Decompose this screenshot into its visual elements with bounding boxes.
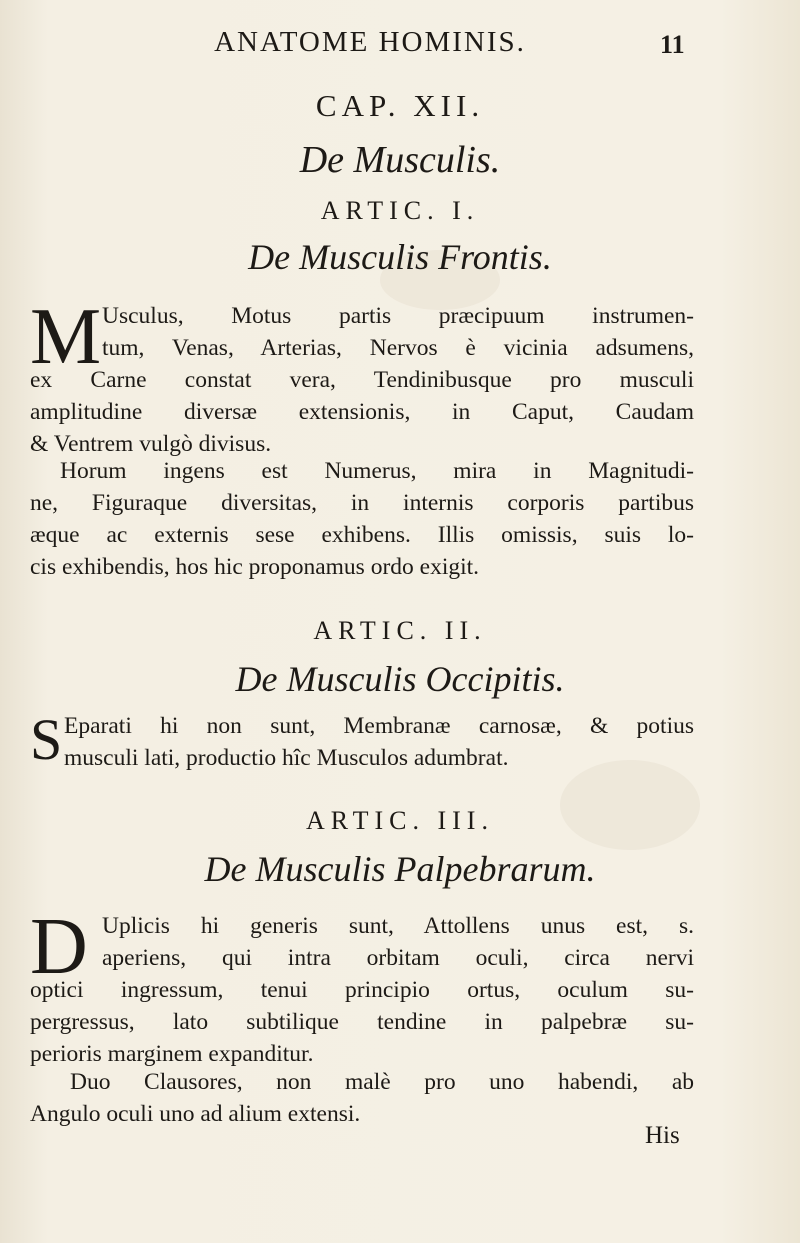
article-2-paragraph-1 [30, 707, 694, 774]
article-heading: ARTIC. III. [306, 806, 494, 835]
text-line: Duo Clausores, non malè pro uno habendi, ab [70, 1069, 694, 1095]
article-1-paragraph-1 [30, 293, 694, 460]
text-line: ne, Figuraque diversitas, in internis corporis partibus [30, 490, 694, 516]
text-line: perioris marginem expanditur. [30, 1041, 314, 1067]
running-head: ANATOME HOMINIS. [214, 26, 526, 58]
article-1-paragraph-2 [30, 455, 694, 583]
drop-cap: S [30, 707, 63, 772]
text-line: tum, Venas, Arterias, Nervos è vicinia adsumens, [102, 335, 694, 361]
text-line: optici ingressum, tenui principio ortus, oculum su- [30, 977, 694, 1003]
text-line: Usculus, Motus partis præcipuum instrumen- [102, 303, 694, 329]
text-line: æque ac externis sese exhibens. Illis omissis, suis lo- [30, 522, 694, 548]
chapter-heading: CAP. XII. [315, 88, 485, 123]
page-number: 11 [660, 30, 685, 59]
article-heading: ARTIC. I. [320, 196, 480, 225]
text-line: Horum ingens est Numerus, mira in Magnitudi- [60, 458, 694, 484]
text-line: amplitudine diversæ extensionis, in Caput, Caudam [30, 399, 694, 425]
article-title: De Musculis Frontis. [248, 237, 552, 277]
text-line: Angulo oculi uno ad alium extensi. [30, 1101, 361, 1127]
article-3-paragraph-1 [30, 903, 694, 1070]
article-heading: ARTIC. II. [313, 616, 487, 645]
text-line: & Ventrem vulgò divisus. [30, 431, 272, 457]
text-line: Eparati hi non sunt, Membranæ carnosæ, & potius [64, 713, 694, 739]
article-3-paragraph-2 [30, 1066, 694, 1130]
drop-cap: M [30, 293, 102, 381]
text-line: musculi lati, productio hîc Musculos adumbrat. [64, 745, 509, 771]
catchword: His [645, 1122, 680, 1149]
text-line: aperiens, qui intra orbitam oculi, circa nervi [102, 945, 694, 971]
text-line: cis exhibendis, hos hic proponamus ordo exigit. [30, 554, 480, 580]
text-line: pergressus, lato subtilique tendine in palpebræ su- [30, 1009, 694, 1035]
article-title: De Musculis Palpebrarum. [204, 849, 596, 889]
chapter-title: De Musculis. [299, 139, 501, 181]
drop-cap: D [30, 903, 88, 991]
text-line: ex Carne constat vera, Tendinibusque pro musculi [30, 367, 694, 393]
article-title: De Musculis Occipitis. [235, 659, 565, 699]
text-line: Uplicis hi generis sunt, Attollens unus est, s. [102, 913, 694, 939]
